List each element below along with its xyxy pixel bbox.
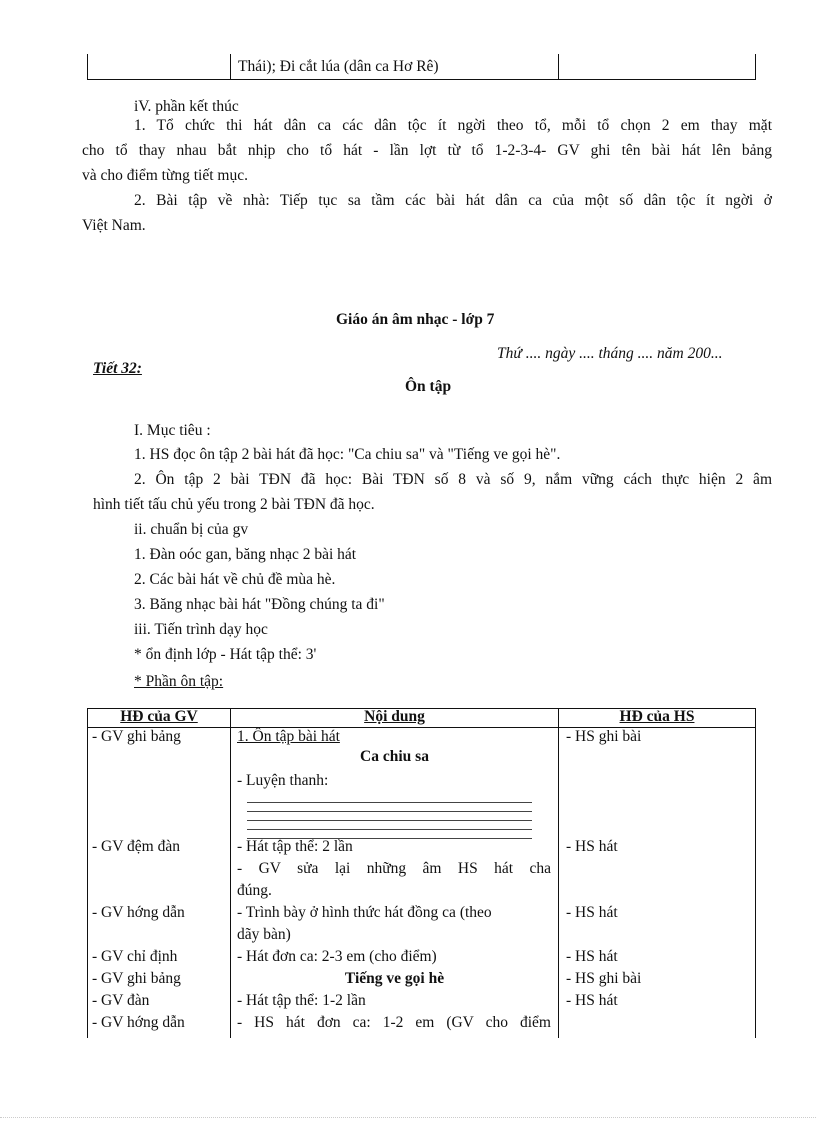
row6-hs: - HS hát <box>566 992 618 1009</box>
preparation-1: 1. Đàn oóc gan, băng nhạc 2 bài hát <box>134 546 357 563</box>
row6-content: - Hát tập thể: 1-2 lần <box>237 992 366 1009</box>
ending-p2-line2: Việt Nam. <box>82 217 146 234</box>
class-stabilization: * ổn định lớp - Hát tập thể: 3' <box>134 646 317 663</box>
row1-gv: - GV ghi bảng <box>92 728 181 745</box>
table-header-content: Nội dung <box>364 708 425 725</box>
song-title-tieng-ve-goi-he: Tiếng ve gọi hè <box>344 970 445 987</box>
page-bottom-dotted-edge <box>0 1117 816 1118</box>
vocal-warmup-label: - Luyện thanh: <box>237 772 329 789</box>
table-header-border <box>87 727 756 728</box>
lesson-period: Tiết 32: <box>93 360 142 377</box>
row3-content-line1: - Trình bày ở hình thức hát đồng ca (theo <box>237 904 492 921</box>
top-table-bottom-border <box>87 79 756 80</box>
row6-gv: - GV đàn <box>92 992 150 1009</box>
table-border-mid2 <box>558 708 559 1038</box>
row1-hs: - HS ghi bài <box>566 728 642 745</box>
ending-heading: iV. phần kết thúc <box>134 98 239 115</box>
lesson-title: Ôn tập <box>405 378 452 395</box>
ending-p2-line1: 2. Bài tập về nhà: Tiếp tục sa tầm các bài hát dân ca của một số dân tộc ít ngời ở <box>134 192 772 209</box>
table-header-gv: HĐ của GV <box>120 708 198 725</box>
row3-gv: - GV hớng dẫn <box>92 904 185 921</box>
row3-content-line2: dãy bàn) <box>237 926 291 943</box>
row2-content: - Hát tập thể: 2 lần <box>237 838 353 855</box>
review-section-heading: * Phần ôn tập: <box>134 673 224 690</box>
objective-2-line1: 2. Ôn tập 2 bài TĐN đã học: Bài TĐN số 8 và số 9, nắm vững cách thực hiện 2 âm <box>134 471 772 488</box>
row2-hs: - HS hát <box>566 838 618 855</box>
ending-p1-line3: và cho điểm từng tiết mục. <box>82 167 248 184</box>
row5-hs: - HS ghi bài <box>566 970 642 987</box>
preparation-heading: ii. chuẩn bị của gv <box>134 521 249 538</box>
row2-content-fix-line2: đúng. <box>237 882 272 899</box>
row4-hs: - HS hát <box>566 948 618 965</box>
preparation-3: 3. Băng nhạc bài hát "Đồng chúng ta đi" <box>134 596 385 613</box>
row7-gv: - GV hớng dẫn <box>92 1014 185 1031</box>
row5-gv: - GV ghi bảng <box>92 970 181 987</box>
top-table-middle-cell: Thái); Đi cắt lúa (dân ca Hơ Rê) <box>238 58 439 75</box>
procedure-heading: iii. Tiến trình dạy học <box>134 621 268 638</box>
preparation-2: 2. Các bài hát về chủ đề mùa hè. <box>134 571 336 588</box>
table-header-hs: HĐ của HS <box>619 708 695 725</box>
objective-1: 1. HS đọc ôn tập 2 bài hát đã học: "Ca chiu sa" và "Tiếng ve gọi hè". <box>134 446 561 463</box>
row3-hs: - HS hát <box>566 904 618 921</box>
lesson-date: Thứ .... ngày .... tháng .... năm 200... <box>497 345 723 362</box>
row1-content: 1. Ôn tập bài hát <box>237 728 340 745</box>
ending-p1-line1: 1. Tổ chức thi hát dân ca các dân tộc ít ngời theo tổ, mỗi tổ chọn 2 em thay mặt <box>134 117 772 134</box>
song-title-ca-chiu-sa: Ca chiu sa <box>360 748 429 765</box>
row2-gv: - GV đệm đàn <box>92 838 180 855</box>
top-table-border-mid1 <box>230 54 231 80</box>
lesson-header: Giáo án âm nhạc - lớp 7 <box>336 311 495 328</box>
objective-2-line2: hình tiết tấu chủ yếu trong 2 bài TĐN đã học. <box>93 496 375 513</box>
row2-content-fix-line1: - GV sửa lại những âm HS hát cha <box>237 860 551 877</box>
top-table-border-right <box>755 54 756 80</box>
table-border-left <box>87 708 88 1038</box>
ending-p1-line2: cho tổ thay nhau bắt nhịp cho tổ hát - lần lợt từ tổ 1-2-3-4- GV ghi tên bài hát lên bảng <box>82 142 772 159</box>
row4-content: - Hát đơn ca: 2-3 em (cho điểm) <box>237 948 437 965</box>
row4-gv: - GV chỉ định <box>92 948 178 965</box>
row7-content: - HS hát đơn ca: 1-2 em (GV cho điểm <box>237 1014 551 1031</box>
table-border-right <box>755 708 756 1038</box>
objectives-heading: I. Mục tiêu : <box>134 422 211 439</box>
top-table-border-left <box>87 54 88 80</box>
top-table-border-mid2 <box>558 54 559 80</box>
